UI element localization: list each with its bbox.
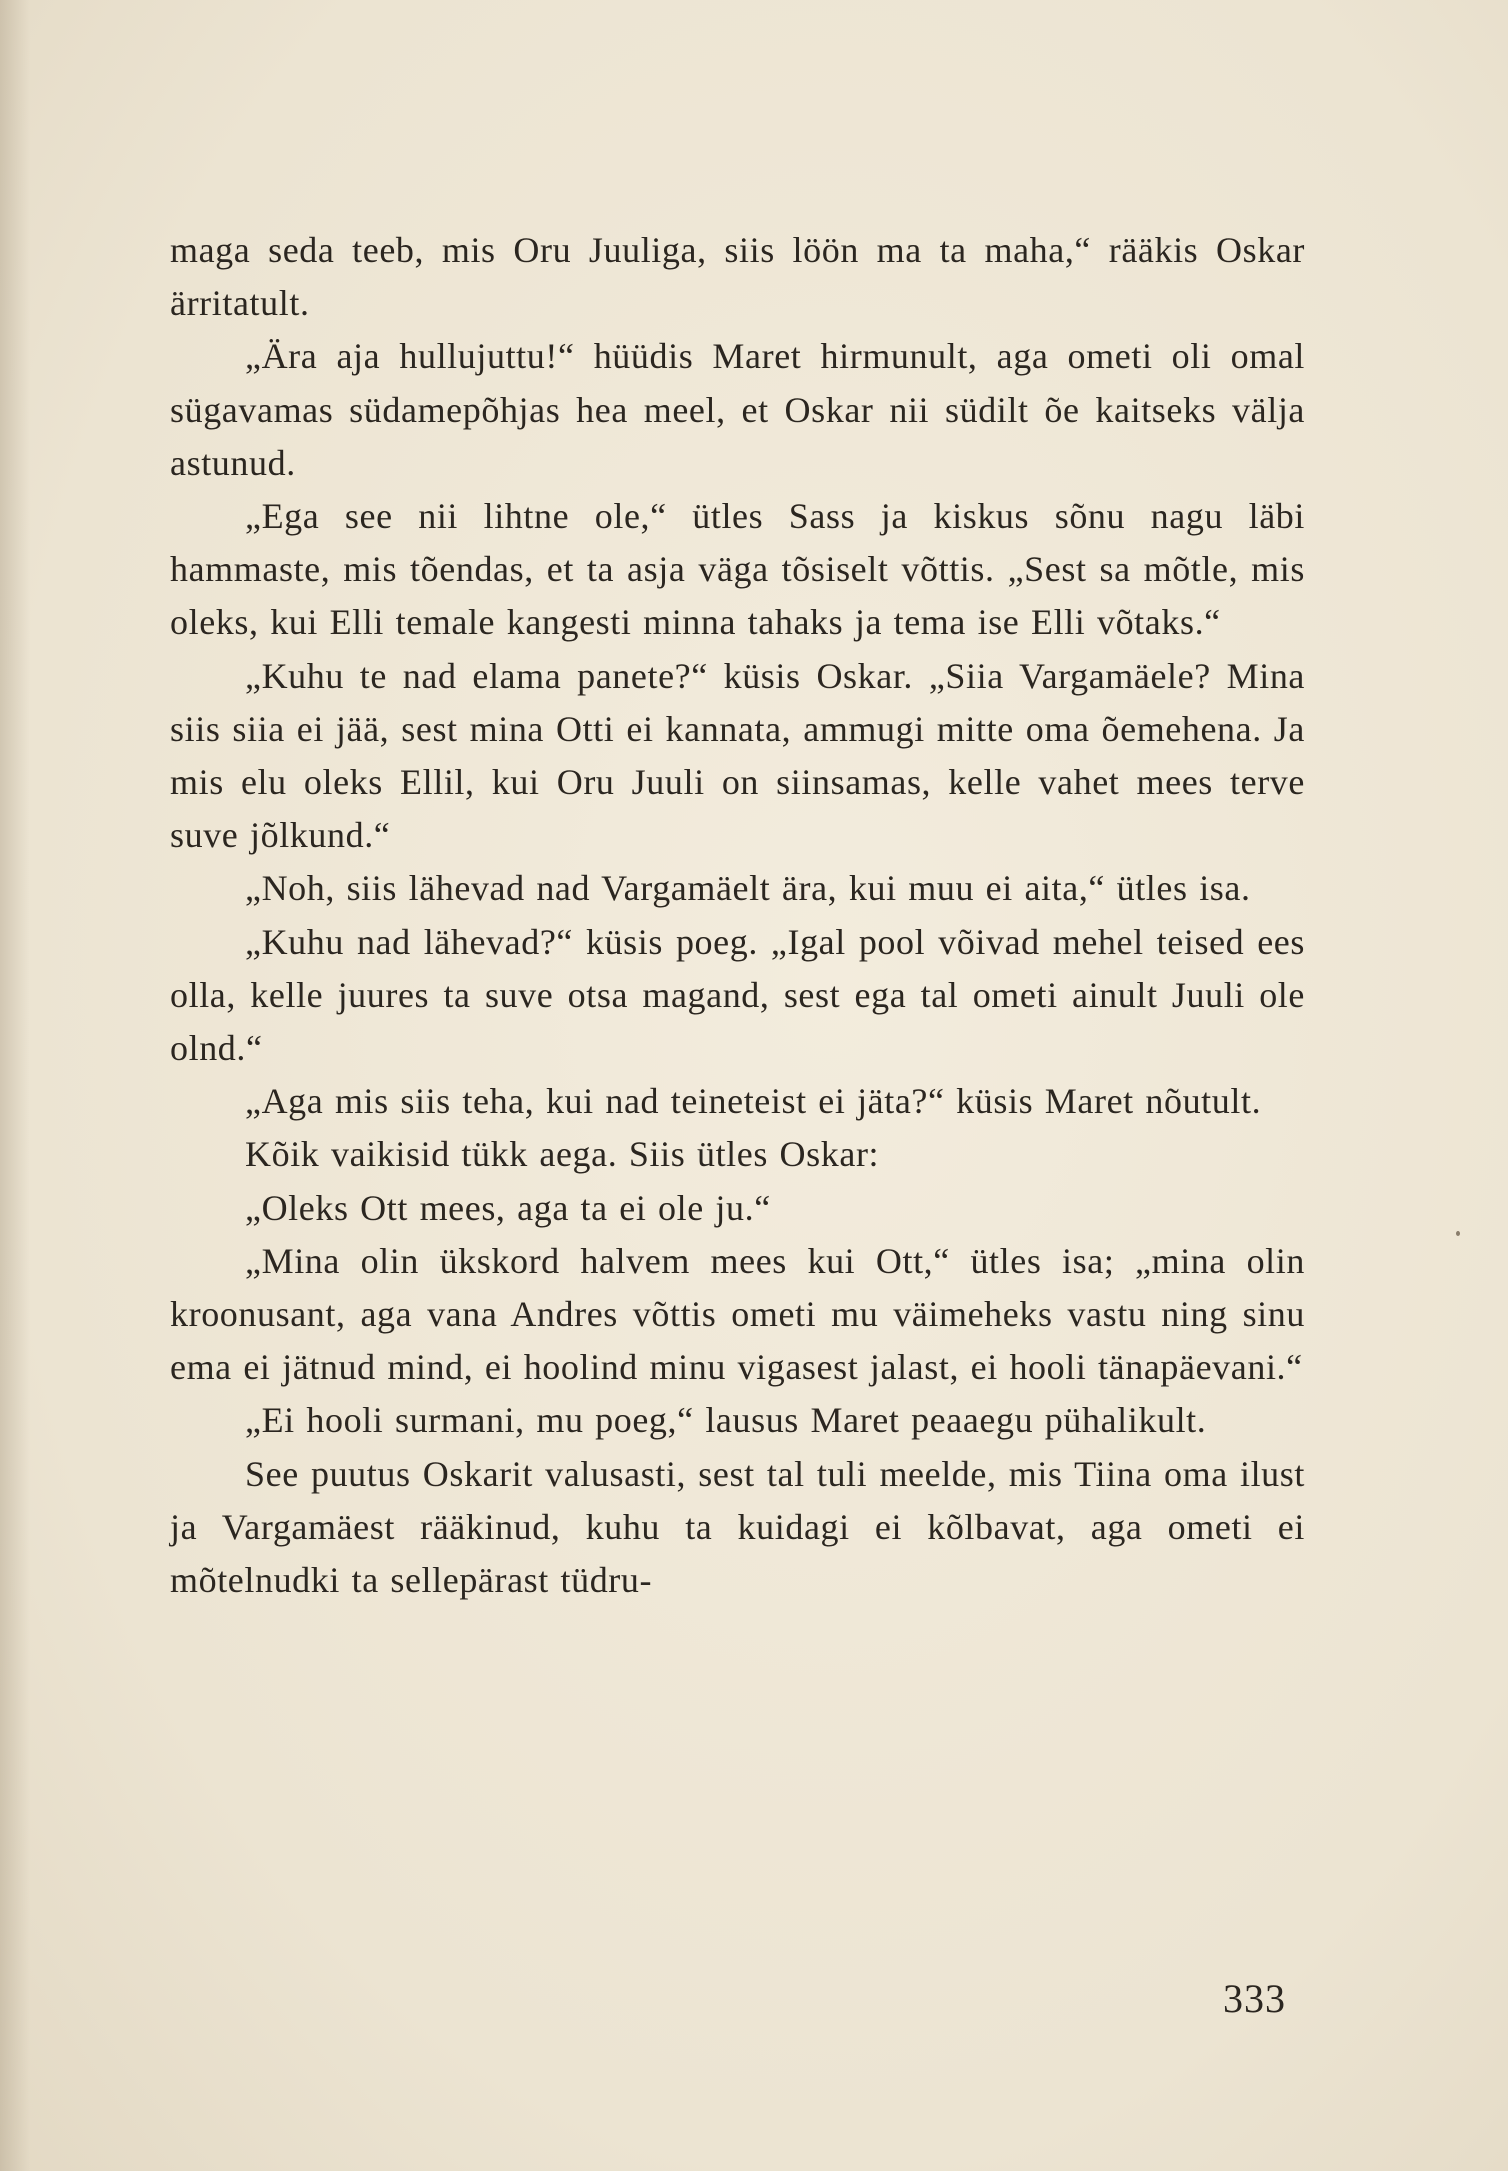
paragraph: „Mina olin ükskord halvem mees kui Ott,“ ütles isa; „mina olin kroonusant, aga vana Andres võttis ometi mu väimeheks vastu ning sinu ema ei jätnud mind, ei hoolind minu vigasest jalast, ei hooli tänapäevani.“	[170, 1240, 1305, 1388]
paragraph: „Oleks Ott mees, aga ta ei ole ju.“	[245, 1187, 771, 1228]
paper-speck	[1456, 1231, 1460, 1236]
paragraph: See puutus Oskarit valusasti, sest tal tuli meelde, mis Tiina oma ilust ja Vargamäest rääkinud, kuhu ta kuidagi ei kõlbavat, aga ometi ei mõtelnudki ta sellepärast tüdru-	[170, 1453, 1305, 1601]
paragraph: „Ega see nii lihtne ole,“ ütles Sass ja kiskus sõnu nagu läbi hammaste, mis tõendas, et ta asja väga tõsiselt võttis. „Sest sa mõtle, mis oleks, kui Elli temale kangesti minna tahaks ja tema ise Elli võtaks.“	[170, 496, 1305, 643]
paragraph: „Kuhu te nad elama panete?“ küsis Oskar. „Siia Vargamäele? Mina siis siia ei jää, sest mina Otti ei kannata, ammugi mitte oma õemehena. Ja mis elu oleks Ellil, kui Oru Juuli on siinsamas, kelle vahet mees terve suve jõlkund.“	[170, 655, 1305, 856]
body-text	[170, 224, 1305, 1607]
paragraph: maga seda teeb, mis Oru Juuliga, siis löön ma ta maha,“ rääkis Oskar ärritatult.	[170, 230, 1305, 324]
paragraph: „Ära aja hullujuttu!“ hüüdis Maret hirmunult, aga ometi oli omal sügavamas südamepõhjas hea meel, et Oskar nii südilt õe kaitseks välja astunud.	[170, 336, 1305, 483]
paragraph: „Ei hooli surmani, mu poeg,“ lausus Maret peaaegu pühalikult.	[245, 1400, 1207, 1441]
paragraph: „Kuhu nad lähevad?“ küsis poeg. „Igal pool võivad mehel teised ees olla, kelle juures ta suve otsa magand, sest ega tal ometi ainult Juuli ole olnd.“	[170, 921, 1305, 1069]
paragraph: Kõik vaikisid tükk aega. Siis ütles Oskar:	[245, 1134, 880, 1175]
page-gutter-shadow	[0, 0, 30, 2171]
page-number: 333	[1223, 1976, 1286, 2021]
paragraph: „Aga mis siis teha, kui nad teineteist ei jäta?“ küsis Maret nõutult.	[245, 1081, 1262, 1122]
paragraph: „Noh, siis lähevad nad Vargamäelt ära, kui muu ei aita,“ ütles isa.	[245, 868, 1251, 909]
